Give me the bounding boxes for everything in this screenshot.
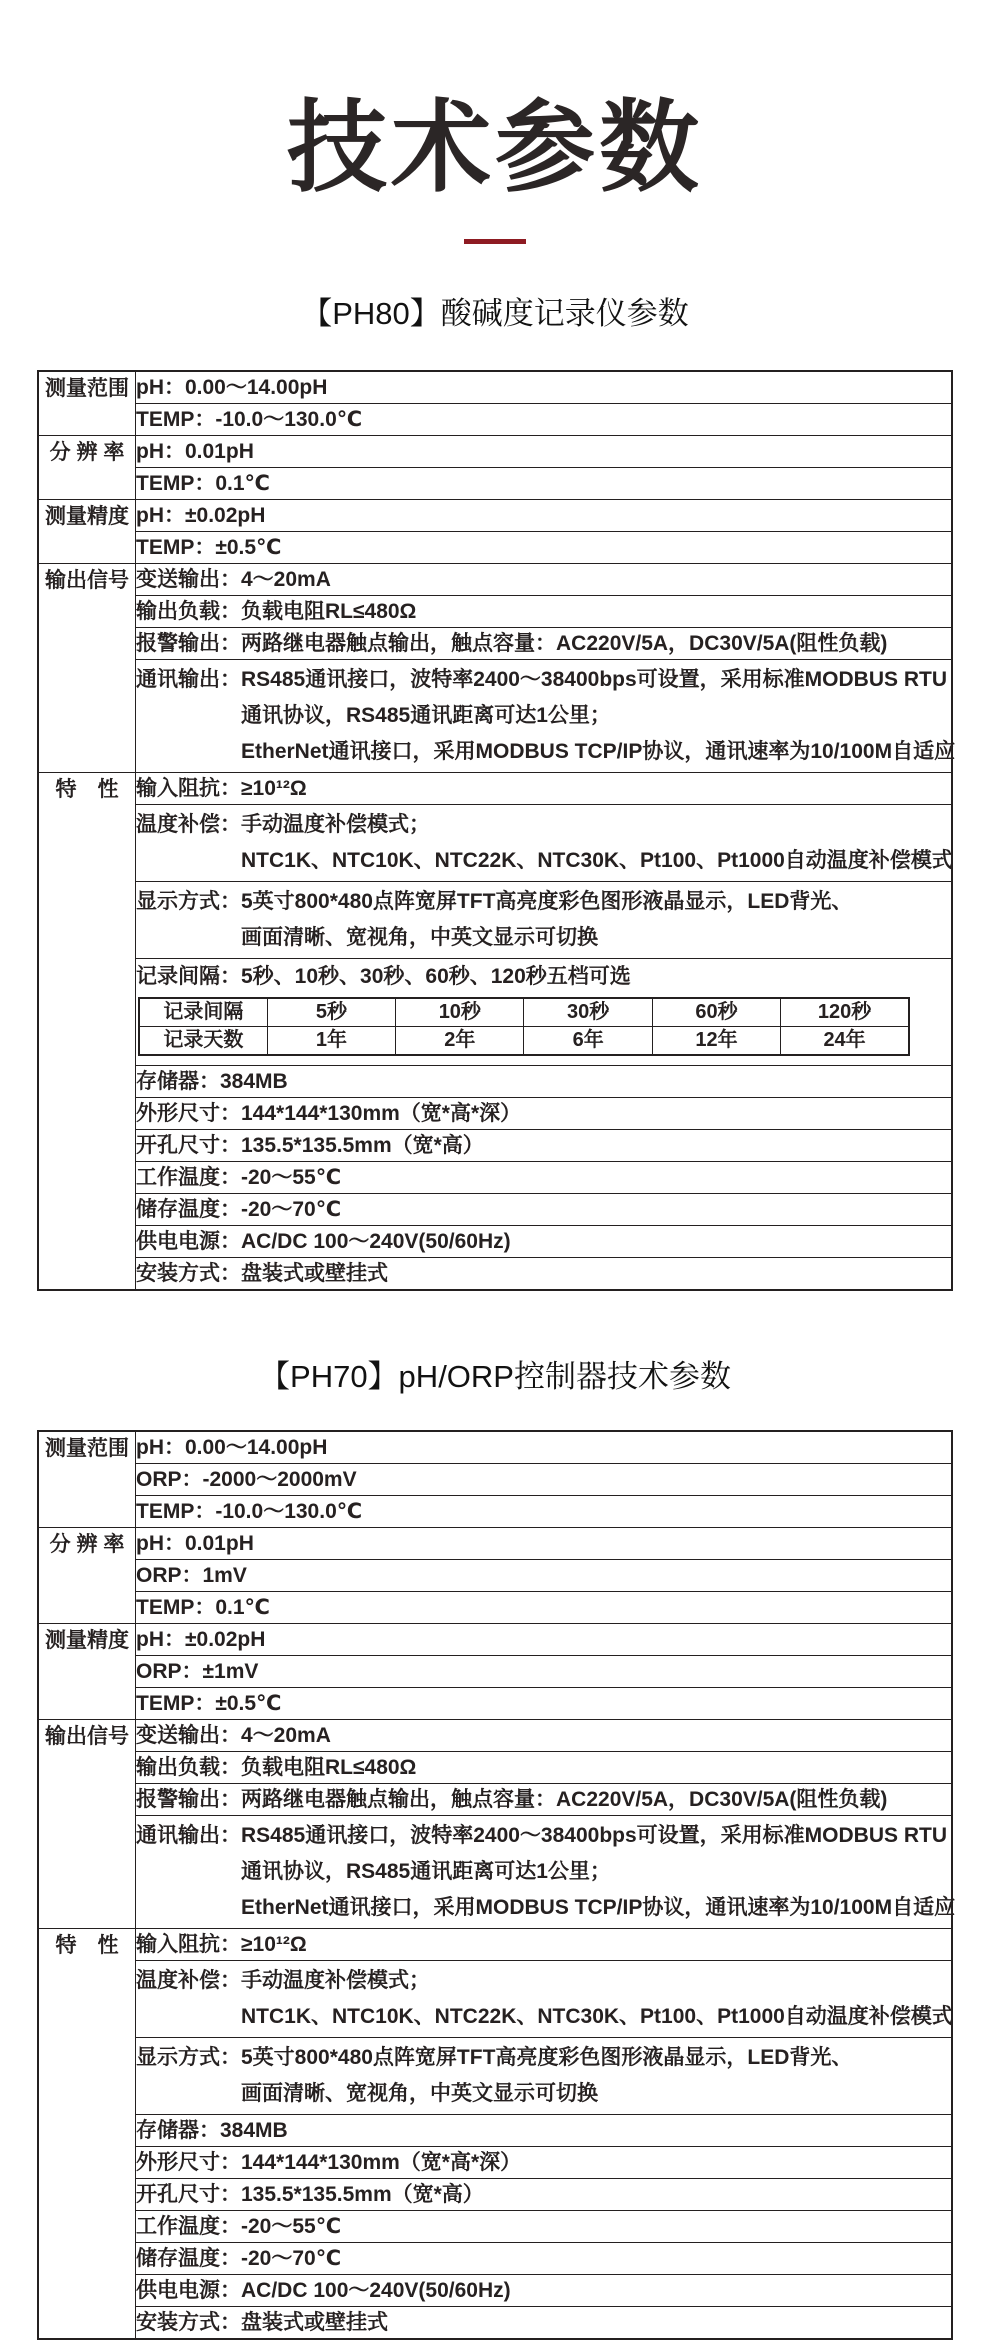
spec-value-cell: 外形尺寸：144*144*130mm（宽*高*深）	[136, 1098, 953, 1130]
page-title: 技术参数	[287, 92, 703, 204]
spec-value-cell	[136, 959, 953, 1066]
spec-row	[38, 1496, 952, 1528]
group-label-cell: 测量范围	[38, 1431, 136, 1528]
spec-value-prefix: 通讯输出：	[136, 1824, 241, 1847]
spec-value-prefix: 显示方式：	[136, 890, 241, 913]
spec-row	[38, 596, 952, 628]
spec-table-ph80	[37, 370, 956, 1291]
spec-row	[38, 805, 952, 882]
spec-value-lines	[241, 807, 953, 879]
spec-value-line: 通讯协议，RS485通讯距离可达1公里；	[241, 1860, 611, 1883]
spec-row	[38, 628, 952, 660]
spec-value-lines	[241, 662, 955, 770]
record-table-cell: 120秒	[781, 998, 909, 1027]
spec-row	[38, 2275, 952, 2307]
spec-row	[38, 2307, 952, 2340]
spec-multiline	[136, 805, 951, 881]
spec-value-cell: 报警输出：两路继电器触点输出，触点容量：AC220V/5A，DC30V/5A(阻性负载)	[136, 628, 953, 660]
spec-row	[38, 2147, 952, 2179]
record-table-cell: 记录间隔	[139, 998, 267, 1027]
spec-row	[38, 436, 952, 468]
spec-multiline	[136, 2038, 951, 2114]
spec-value-cell: 存储器：384MB	[136, 2115, 953, 2147]
record-table-cell: 记录天数	[139, 1027, 267, 1056]
spec-value-cell	[136, 882, 953, 959]
spec-multiline	[136, 1816, 956, 1928]
spec-value-prefix: 温度补偿：	[136, 813, 241, 836]
spec-value-cell: ORP：1mV	[136, 1560, 953, 1592]
group-label-cell: 输出信号	[38, 564, 136, 773]
spec-value-line: NTC1K、NTC10K、NTC22K、NTC30K、Pt100、Pt1000自动温度补偿模式	[241, 849, 953, 872]
spec-row	[38, 773, 952, 805]
spec-value-cell: TEMP：±0.5℃	[136, 532, 953, 564]
record-table-cell: 6年	[524, 1027, 652, 1056]
spec-row	[38, 959, 952, 1066]
record-table-row	[139, 1027, 909, 1056]
spec-value-lines	[241, 884, 852, 956]
group-label-cell: 测量精度	[38, 1624, 136, 1720]
record-table-cell: 30秒	[524, 998, 652, 1027]
spec-row	[38, 500, 952, 532]
spec-row	[38, 404, 952, 436]
spec-table-ph70	[37, 1430, 956, 2340]
title-accent-divider	[464, 239, 526, 244]
spec-value-cell: TEMP：0.1℃	[136, 1592, 953, 1624]
spec-value-lines	[241, 1963, 953, 2035]
spec-value-cell: 报警输出：两路继电器触点输出，触点容量：AC220V/5A，DC30V/5A(阻性负载)	[136, 1784, 953, 1816]
spec-row	[38, 1961, 952, 2038]
group-label-cell: 测量范围	[38, 371, 136, 436]
spec-value-cell	[136, 660, 956, 773]
spec-multiline	[136, 882, 951, 958]
group-label-cell: 特 性	[38, 1929, 136, 2340]
spec-value-line: EtherNet通讯接口，采用MODBUS TCP/IP协议，通讯速率为10/100M自适应	[241, 740, 956, 763]
spec-row	[38, 2038, 952, 2115]
spec-row	[38, 1752, 952, 1784]
spec-value-line: NTC1K、NTC10K、NTC22K、NTC30K、Pt100、Pt1000自动温度补偿模式	[241, 2005, 953, 2028]
section-heading-ph80: 【PH80】酸碱度记录仪参数	[301, 296, 689, 331]
record-table	[138, 997, 910, 1056]
spec-row	[38, 1784, 952, 1816]
spec-multiline	[136, 660, 956, 772]
record-table-cell: 60秒	[652, 998, 780, 1027]
spec-value-cell: 供电电源：AC/DC 100～240V(50/60Hz)	[136, 2275, 953, 2307]
spec-value-cell: 输出负载：负载电阻RL≤480Ω	[136, 596, 953, 628]
spec-value-cell: 输出负载：负载电阻RL≤480Ω	[136, 1752, 953, 1784]
spec-value-cell: TEMP：-10.0～130.0℃	[136, 1496, 953, 1528]
spec-value-cell: TEMP：-10.0～130.0℃	[136, 404, 953, 436]
spec-value-line: RS485通讯接口，波特率2400～38400bps可设置，采用标准MODBUS RTU	[241, 1824, 947, 1847]
spec-row	[38, 1066, 952, 1098]
spec-row	[38, 1162, 952, 1194]
spec-row	[38, 1720, 952, 1752]
spec-value-line: 手动温度补偿模式；	[241, 813, 430, 836]
group-label-cell: 测量精度	[38, 500, 136, 564]
spec-row	[38, 660, 952, 773]
spec-row	[38, 1656, 952, 1688]
record-table-cell: 5秒	[267, 998, 395, 1027]
spec-row	[38, 468, 952, 500]
spec-value-cell: 存储器：384MB	[136, 1066, 953, 1098]
group-label-cell: 分 辨 率	[38, 1528, 136, 1624]
record-table-row	[139, 998, 909, 1027]
spec-row	[38, 1816, 952, 1929]
spec-value-line: 通讯协议，RS485通讯距离可达1公里；	[241, 704, 611, 727]
section-heading-ph70: 【PH70】pH/ORP控制器技术参数	[259, 1359, 731, 1394]
record-table-cell: 10秒	[396, 998, 524, 1027]
spec-row	[38, 2115, 952, 2147]
spec-value-line: 画面清晰、宽视角，中英文显示可切换	[241, 926, 598, 949]
spec-value-cell: TEMP：0.1℃	[136, 468, 953, 500]
spec-value-prefix: 显示方式：	[136, 2046, 241, 2069]
spec-value-cell: TEMP：±0.5℃	[136, 1688, 953, 1720]
spec-value-line: EtherNet通讯接口，采用MODBUS TCP/IP协议，通讯速率为10/100M自适应	[241, 1896, 956, 1919]
spec-row	[38, 1929, 952, 1961]
group-label-cell: 特 性	[38, 773, 136, 1291]
spec-value-cell: 变送输出：4～20mA	[136, 1720, 953, 1752]
spec-value-cell: 储存温度：-20～70℃	[136, 2243, 953, 2275]
spec-row	[38, 1130, 952, 1162]
spec-value-line: RS485通讯接口，波特率2400～38400bps可设置，采用标准MODBUS RTU	[241, 668, 947, 691]
spec-value-line: 手动温度补偿模式；	[241, 1969, 430, 1992]
spec-row	[38, 532, 952, 564]
spec-value-cell: 安装方式：盘装式或壁挂式	[136, 1258, 953, 1291]
spec-value-cell: 变送输出：4～20mA	[136, 564, 953, 596]
record-table-cell: 2年	[396, 1027, 524, 1056]
spec-row	[38, 1592, 952, 1624]
spec-row	[38, 1560, 952, 1592]
spec-value-cell: ORP：±1mV	[136, 1656, 953, 1688]
spec-value-cell	[136, 1816, 956, 1929]
spec-value-cell: 工作温度：-20～55℃	[136, 1162, 953, 1194]
spec-value-cell	[136, 2038, 953, 2115]
spec-row	[38, 1528, 952, 1560]
spec-value-line: 5英寸800*480点阵宽屏TFT高亮度彩色图形液晶显示，LED背光、	[241, 2046, 853, 2069]
spec-row	[38, 2179, 952, 2211]
spec-value-lines	[241, 1818, 955, 1926]
spec-value-cell	[136, 1961, 953, 2038]
spec-value-cell: 安装方式：盘装式或壁挂式	[136, 2307, 953, 2340]
spec-multiline	[136, 1961, 951, 2037]
record-table-cell: 24年	[781, 1027, 909, 1056]
spec-value-line: 画面清晰、宽视角，中英文显示可切换	[241, 2082, 598, 2105]
spec-value-cell: 开孔尺寸：135.5*135.5mm（宽*高）	[136, 2179, 953, 2211]
spec-value-cell: 工作温度：-20～55℃	[136, 2211, 953, 2243]
spec-row	[38, 371, 952, 404]
spec-value-cell: 储存温度：-20～70℃	[136, 1194, 953, 1226]
group-label-cell: 输出信号	[38, 1720, 136, 1929]
spec-row	[38, 1624, 952, 1656]
spec-value-cell: 输入阻抗：≥10¹²Ω	[136, 1929, 953, 1961]
spec-value-cell: 开孔尺寸：135.5*135.5mm（宽*高）	[136, 1130, 953, 1162]
spec-value-cell: 外形尺寸：144*144*130mm（宽*高*深）	[136, 2147, 953, 2179]
spec-row	[38, 1258, 952, 1291]
spec-value-cell	[136, 805, 953, 882]
spec-row	[38, 1098, 952, 1130]
spec-row	[38, 564, 952, 596]
spec-row	[38, 1688, 952, 1720]
spec-value-cell: pH：0.00～14.00pH	[136, 371, 953, 404]
spec-row	[38, 1194, 952, 1226]
spec-row	[38, 882, 952, 959]
spec-value-cell: pH：0.01pH	[136, 1528, 953, 1560]
spec-row	[38, 1464, 952, 1496]
spec-value-cell: 供电电源：AC/DC 100～240V(50/60Hz)	[136, 1226, 953, 1258]
spec-value-cell: pH：±0.02pH	[136, 1624, 953, 1656]
spec-row	[38, 2243, 952, 2275]
group-label-cell: 分 辨 率	[38, 436, 136, 500]
spec-value-cell: pH：0.01pH	[136, 436, 953, 468]
spec-value-prefix: 通讯输出：	[136, 668, 241, 691]
spec-value-lines	[241, 2040, 852, 2112]
spec-row	[38, 1431, 952, 1464]
spec-value-cell: pH：0.00～14.00pH	[136, 1431, 953, 1464]
record-interval-text: 记录间隔：5秒、10秒、30秒、60秒、120秒五档可选	[136, 965, 631, 988]
spec-row	[38, 2211, 952, 2243]
spec-value-cell: pH：±0.02pH	[136, 500, 953, 532]
spec-value-line: 5英寸800*480点阵宽屏TFT高亮度彩色图形液晶显示，LED背光、	[241, 890, 853, 913]
spec-row	[38, 1226, 952, 1258]
spec-value-prefix: 温度补偿：	[136, 1969, 241, 1992]
record-table-cell: 1年	[267, 1027, 395, 1056]
spec-value-cell: ORP：-2000～2000mV	[136, 1464, 953, 1496]
record-table-cell: 12年	[652, 1027, 780, 1056]
spec-value-cell: 输入阻抗：≥10¹²Ω	[136, 773, 953, 805]
